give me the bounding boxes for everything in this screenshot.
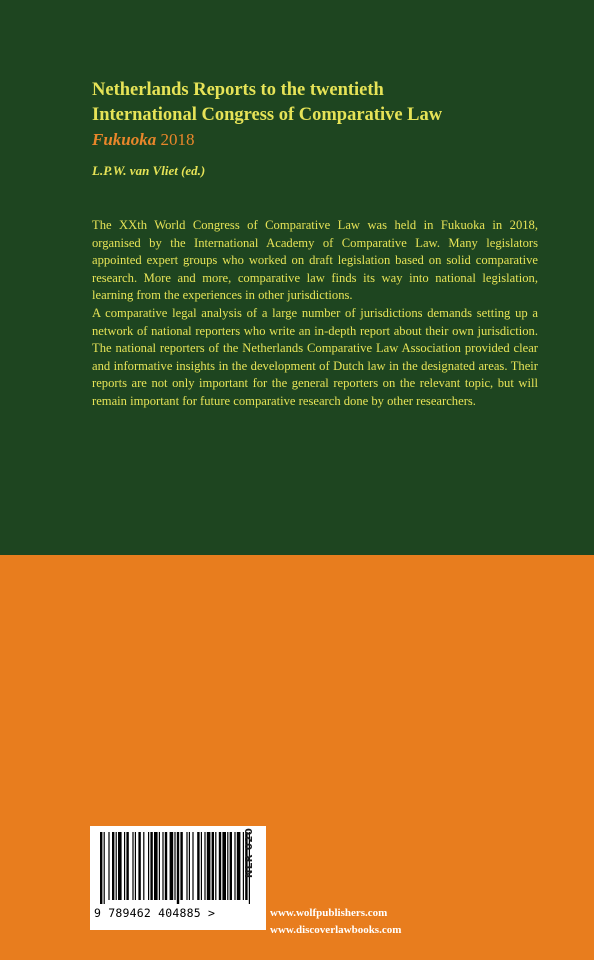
barcode-bar: [215, 832, 216, 900]
barcode-bar: [234, 832, 235, 900]
book-subtitle: [92, 128, 532, 152]
barcode-bar: [227, 832, 228, 900]
barcode-bar: [222, 832, 226, 900]
barcode-bar: [219, 832, 221, 900]
barcode-bar: [159, 832, 160, 900]
barcode-bar: [108, 832, 109, 900]
subtitle-place: Fukuoka: [92, 130, 157, 149]
barcode-bar: [154, 832, 158, 900]
title-block: [92, 78, 532, 180]
barcode-bar: [177, 832, 179, 904]
barcode-bar: [230, 832, 232, 900]
barcode-bar: [212, 832, 214, 900]
website-link-1[interactable]: www.wolfpublishers.com: [270, 907, 388, 919]
barcode-bar: [124, 832, 125, 900]
barcode-bar: [192, 832, 193, 900]
barcode-bar: [186, 832, 187, 900]
barcode-bar: [100, 832, 102, 904]
barcode-bar: [148, 832, 149, 900]
barcode-box: [90, 826, 266, 930]
barcode-bar: [126, 832, 128, 900]
barcode-bar: [237, 832, 241, 900]
website-link-2[interactable]: www.discoverlawbooks.com: [270, 924, 402, 936]
barcode-bar: [204, 832, 205, 900]
barcode-digits: 9 789462 404885 >: [94, 906, 216, 920]
barcode-bar: [189, 832, 190, 900]
book-title-line-2: International Congress of Comparative Law: [92, 105, 443, 125]
book-title-line-1: Netherlands Reports to the twentieth: [92, 80, 384, 100]
barcode-bar: [162, 832, 163, 900]
barcode-bar: [143, 832, 144, 900]
blurb-paragraph-1: The XXth World Congress of Comparative Law was held in Fukuoka in 2018, organised by the International Academy of Comparative Law. Many legislators appointed expert groups who worked on draft legislation based on solid comparative research. More and more, comparative law finds its way into national legislation, learning from the experiences in other jurisdictions.: [92, 218, 538, 303]
barcode-bar: [165, 832, 167, 900]
barcode-bar: [201, 832, 202, 900]
book-editor: L.P.W. van Vliet (ed.): [92, 163, 206, 178]
barcode-bar: [207, 832, 211, 900]
barcode-bar: [197, 832, 199, 900]
blurb-text: [92, 217, 538, 411]
barcode-bar: [116, 832, 117, 900]
barcode-bar: [132, 832, 133, 900]
barcode-bar: [118, 832, 122, 900]
barcode-bar: [170, 832, 174, 900]
subtitle-year: 2018: [160, 130, 195, 149]
barcode-bar: [138, 832, 140, 900]
blurb-paragraph-2: A comparative legal analysis of a large number of jurisdictions demands setting up a network of national reporters who write an in-depth report about their own jurisdiction. The national reporters of the Netherlands Comparative Law Association provided clear and informative insights in the development of Dutch law in the designated areas. Their reports are not only important for the general reporters on the relevant topic, but will remain important for future comparative research done by other researchers.: [92, 305, 538, 408]
barcode-bar: [135, 832, 136, 900]
barcode-bar: [104, 832, 105, 904]
barcode-bar: [180, 832, 182, 900]
websites: [270, 905, 401, 939]
barcode-bar: [150, 832, 152, 900]
barcode-bar: [174, 832, 175, 900]
barcode-bar: [112, 832, 114, 900]
barcode-image: [98, 832, 258, 904]
series-code: NLR 020: [244, 827, 255, 878]
